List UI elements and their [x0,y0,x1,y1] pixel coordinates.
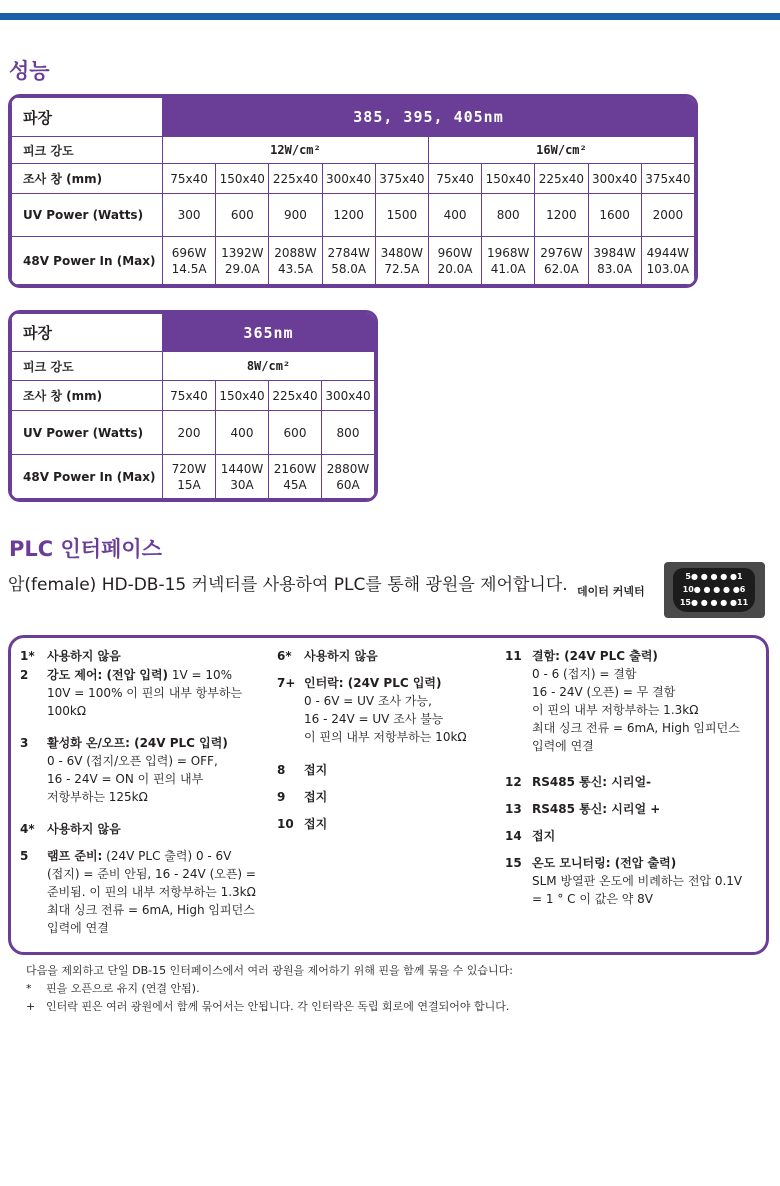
table-cell: 2088W 43.5A [269,237,322,285]
uv-label: UV Power (Watts) [12,411,163,455]
table-cell: 1600 [588,194,641,237]
power-label: 48V Power In (Max) [12,455,163,499]
table-cell: 75x40 [428,164,481,194]
table-cell: 2000 [641,194,694,237]
window-label: 조사 창 (mm) [12,164,163,194]
table-cell: 225x40 [269,164,322,194]
table-cell: 1392W 29.0A [216,237,269,285]
peak-label: 피크 강도 [12,352,163,381]
table-cell: 1500 [375,194,428,237]
footnotes [26,962,513,1016]
table-cell: 960W 20.0A [428,237,481,285]
wavelength-label: 파장 [12,314,163,352]
table-cell: 2784W 58.0A [322,237,375,285]
table-cell: 300x40 [322,381,375,411]
table-cell: 2976W 62.0A [535,237,588,285]
table-cell: 150x40 [216,164,269,194]
table-cell: 1200 [322,194,375,237]
power-label: 48V Power In (Max) [12,237,163,285]
footnote-star: * 핀을 오픈으로 유지 (연결 안됨). [26,982,200,995]
peak-value-a: 12W/cm² [163,137,429,164]
table-cell: 1968W 41.0A [482,237,535,285]
table-cell: 696W 14.5A [163,237,216,285]
footnote-intro: 다음을 제외하고 단일 DB-15 인터페이스에서 여러 광원을 제어하기 위해 핀을 함께 묶을 수 있습니다: [26,964,513,977]
section-title-plc: PLC 인터페이스 [9,537,162,561]
table-cell: 375x40 [641,164,694,194]
power-row [12,455,375,499]
intro-text: 암(female) HD-DB-15 커넥터를 사용하여 PLC를 통해 광원을 제어합니다. [8,575,568,595]
table-cell: 150x40 [216,381,269,411]
uv-row [12,411,375,455]
table-cell: 200 [163,411,216,455]
table-cell: 400 [428,194,481,237]
table-cell: 800 [322,411,375,455]
window-row [12,381,375,411]
table-cell: 300 [163,194,216,237]
table-cell: 3480W 72.5A [375,237,428,285]
power-row [12,237,695,285]
table-cell: 400 [216,411,269,455]
peak-value: 8W/cm² [163,352,375,381]
db15-connector-image [664,562,765,618]
table-cell: 800 [482,194,535,237]
uv-label: UV Power (Watts) [12,194,163,237]
spec-table-1 [8,94,698,288]
table-cell: 300x40 [322,164,375,194]
table-cell: 375x40 [375,164,428,194]
table-cell: 150x40 [482,164,535,194]
table-cell: 1440W 30A [216,455,269,499]
table-cell: 300x40 [588,164,641,194]
uv-row [12,194,695,237]
window-label: 조사 창 (mm) [12,381,163,411]
wavelength-value: 365nm [163,314,375,352]
pin-row-3: 15● ● ● ● ●11 [679,598,749,607]
window-row [12,164,695,194]
table-cell: 2880W 60A [322,455,375,499]
pin-row-2: 10● ● ● ● ●6 [682,585,746,594]
table-cell: 720W 15A [163,455,216,499]
table-cell: 75x40 [163,381,216,411]
table-cell: 3984W 83.0A [588,237,641,285]
connector-label: 데이터 커넥터 [577,585,645,598]
peak-value-b: 16W/cm² [428,137,694,164]
wavelength-value: 385, 395, 405nm [163,98,695,137]
spec-table-2 [8,310,378,502]
pin-row-1: 5● ● ● ● ●1 [685,572,743,581]
footnote-plus: + 인터락 핀은 여러 광원에서 함께 묶어서는 안됩니다. 각 인터락은 독립 회로에 연결되어야 합니다. [26,1000,510,1013]
table-cell: 225x40 [535,164,588,194]
table-cell: 600 [216,194,269,237]
peak-label: 피크 강도 [12,137,163,164]
top-bar [0,13,780,20]
table-cell: 900 [269,194,322,237]
section-title-performance: 성능 [9,59,50,83]
table-cell: 1200 [535,194,588,237]
table-cell: 600 [269,411,322,455]
table-cell: 75x40 [163,164,216,194]
wavelength-label: 파장 [12,98,163,137]
table-cell: 2160W 45A [269,455,322,499]
table-cell: 225x40 [269,381,322,411]
table-cell: 4944W 103.0A [641,237,694,285]
